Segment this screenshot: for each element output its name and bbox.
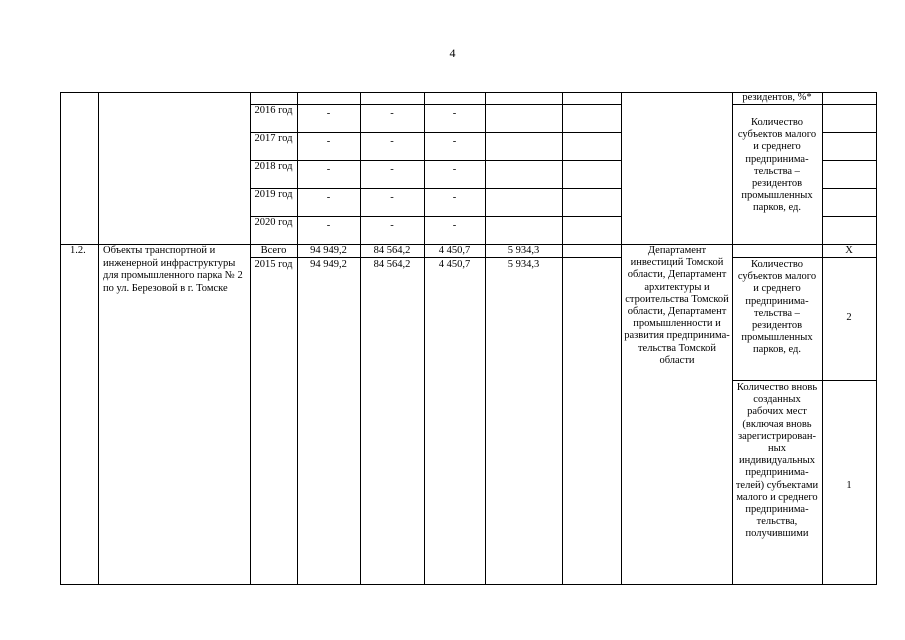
indicator-tail: резидентов, %* xyxy=(742,92,812,103)
value-cell: - xyxy=(452,136,457,147)
year-2017: 2017 год xyxy=(254,133,293,144)
indicator-smb-residents-2: Количество субъектов малого и среднего предпринима-тельства – резидентов промышленных парков, ед. xyxy=(737,259,817,356)
indicator-new-jobs: Количество вновь созданных рабочих мест (включая вновь зарегистрирован-ных индивидуальных предпринима-телей) субъектами малого и среднего предпринима-тельства, получившими xyxy=(735,382,819,540)
value-cell: - xyxy=(390,108,394,119)
value-cell: - xyxy=(452,220,457,231)
value-cell: - xyxy=(390,136,394,147)
value-cell: - xyxy=(326,164,331,175)
total-value: 84 564,2 xyxy=(373,245,411,256)
value-cell: - xyxy=(452,192,457,203)
value-cell: 84 564,2 xyxy=(373,259,411,270)
value-cell: 5 934,3 xyxy=(507,259,540,270)
indicator-smb-residents: Количество субъектов малого и среднего предпринима-тельства – резидентов промышленных парков, ед. xyxy=(737,117,817,214)
year-2020: 2020 год xyxy=(254,217,293,228)
value-cell: - xyxy=(326,192,331,203)
value-cell: - xyxy=(452,108,457,119)
value-cell: - xyxy=(326,136,331,147)
value-cell: - xyxy=(326,220,331,231)
total-value: 5 934,3 xyxy=(507,245,540,256)
executors: Департамент инвестиций Томской области, Департамент архитектуры и строительства Томской области, Департамент промышленности и развития предпринима-тельства Томской области xyxy=(624,245,730,366)
item-name: Объекты транспортной и инженерной инфраструктуры для промышленного парка № 2 по ул. Березовой в г. Томске xyxy=(103,245,243,294)
value-cell: - xyxy=(326,108,331,119)
value-cell: 94 949,2 xyxy=(310,259,347,270)
year-2018: 2018 год xyxy=(254,161,293,172)
indicator-value: 2 xyxy=(846,312,852,323)
value-cell: - xyxy=(390,164,394,175)
page-number: 4 xyxy=(449,46,456,60)
year-2015: 2015 год xyxy=(254,259,293,270)
total-mark: Х xyxy=(845,245,853,256)
indicator-value: 1 xyxy=(846,480,852,491)
total-value: 4 450,7 xyxy=(438,245,471,256)
value-cell: - xyxy=(390,220,394,231)
total-value: 94 949,2 xyxy=(310,245,347,256)
value-cell: - xyxy=(452,164,457,175)
total-label: Всего xyxy=(260,245,287,256)
year-2019: 2019 год xyxy=(254,189,293,200)
year-2016: 2016 год xyxy=(254,105,293,116)
value-cell: - xyxy=(390,192,394,203)
item-number: 1.2. xyxy=(70,245,86,256)
value-cell: 4 450,7 xyxy=(438,259,471,270)
